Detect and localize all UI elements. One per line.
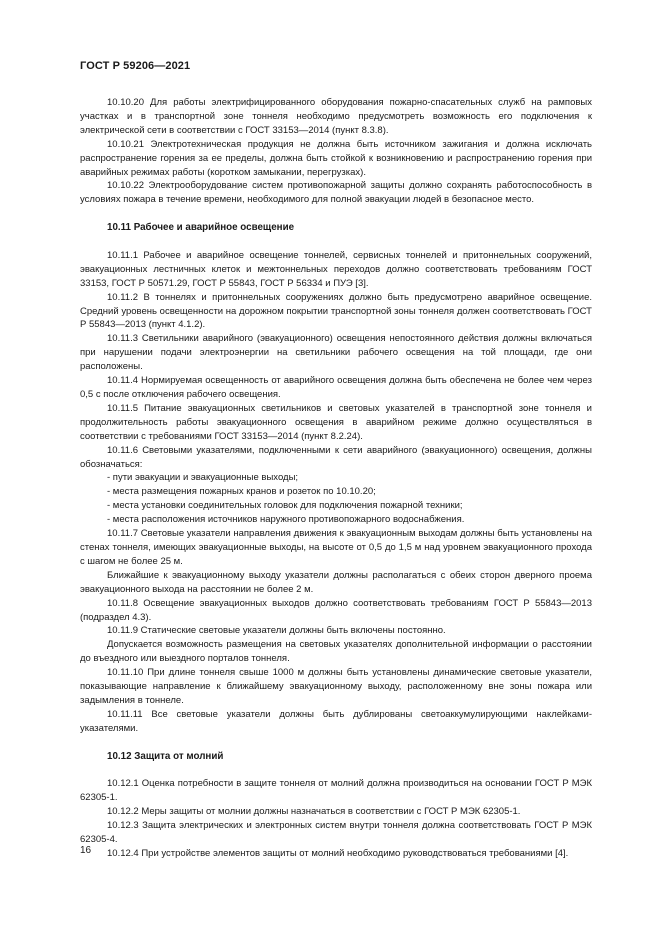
section-heading-10-12: 10.12 Защита от молний (107, 750, 224, 762)
paragraph-10-11-7: 10.11.7 Световые указатели направления движения к эвакуационным выходам должны быть установлены на стенах тоннеля, имеющих эвакуационные выходы, на высоте от 0,5 до 1,5 м над уровнем эвакуационного прохода с шагом не более 25 м. (80, 528, 592, 567)
paragraph-10-11-6: 10.11.6 Световыми указателями, подключенными к сети аварийного (эвакуационного) освещения, должны обозначаться: (80, 444, 592, 470)
document-header: ГОСТ Р 59206—2021 (80, 60, 191, 72)
paragraph-10-11-8: 10.11.8 Освещение эвакуационных выходов должно соответствовать требованиям ГОСТ Р 55843—2013 (подраздел 4.3). (80, 597, 592, 623)
paragraph-10-10-20: 10.10.20 Для работы электрифицированного оборудования пожарно-спасательных служб на рамповых участках и в транспортной зоне тоннеля необходимо предусмотреть возможность его подключения к электрической сети в соответствии с ГОСТ 33153—2014 (пункт 8.3.8). (80, 97, 592, 136)
paragraph-10-12-3: 10.12.3 Защита электрических и электронных систем внутри тоннеля должна соответствовать ГОСТ Р МЭК 62305-4. (80, 820, 592, 845)
paragraph-10-12-1: 10.12.1 Оценка потребности в защите тоннеля от молний должна производиться на основании ГОСТ Р МЭК 62305-1. (80, 778, 592, 804)
paragraph-10-10-22: 10.10.22 Электрооборудование систем противопожарной защиты должно сохранять работоспособность в условиях пожара в течение времени, необходимого для полной эвакуации людей в безопасное место. (80, 180, 592, 206)
paragraph-nearest-exit-signs: Ближайшие к эвакуационному выходу указатели должны располагаться с обеих сторон дверного проема эвакуационного выхода на расстоянии не более 2 м. (80, 569, 592, 595)
paragraph-10-11-4: 10.11.4 Нормируемая освещенность от аварийного освещения должна быть обеспечена не более чем через 0,5 с после отключения рабочего освещения. (80, 375, 592, 400)
paragraph-10-11-11: 10.11.11 Все световые указатели должны быть дублированы светоаккумулирующими наклейками-указателями. (80, 708, 592, 734)
paragraph-10-11-3: 10.11.3 Светильники аварийного (эвакуационного) освещения непостоянного действия должны включаться при нарушении подачи электроэнергии на светильники рабочего освещения на той площади, где они расположены. (80, 333, 592, 373)
list-item-evacuation-routes: - пути эвакуации и эвакуационные выходы; (107, 472, 299, 484)
paragraph-10-11-10: 10.11.10 При длине тоннеля свыше 1000 м должны быть установлены динамические световые указатели, показывающие направление к ближайшему эвакуационному выходу, расположенному вне зоны пожара или задымления в тоннеле. (80, 667, 592, 706)
paragraph-10-12-2: 10.12.2 Меры защиты от молнии должны назначаться в соответствии с ГОСТ Р МЭК 62305-1. (107, 806, 521, 818)
list-item-connection-heads: - места установки соединительных головок для подключения пожарной техники; (107, 500, 463, 512)
section-heading-10-11: 10.11 Рабочее и аварийное освещение (107, 222, 295, 234)
list-item-fire-hydrants: - места размещения пожарных кранов и розеток по 10.10.20; (107, 486, 376, 498)
paragraph-10-10-21: 10.10.21 Электротехническая продукция не должна быть источником зажигания и должна исключать распространение горения за ее пределы, должна быть стойкой к возникновению и распространению горения при аварийных режимах работы (коротком замыкании, перегрузках). (80, 138, 592, 178)
paragraph-10-11-5: 10.11.5 Питание эвакуационных светильников и световых указателей в транспортной зоне тоннеля и продолжительность работы эвакуационного освещения в аварийном режиме должно осуществляться в соответствии с требованиями ГОСТ 33153—2014 (пункт 8.2.24). (80, 402, 592, 442)
page-number: 16 (80, 845, 92, 856)
paragraph-10-11-1: 10.11.1 Рабочее и аварийное освещение тоннелей, сервисных тоннелей и притоннельных сооружений, эвакуационных лестничных клеток и межтоннельных переходов должно соответствовать требованиям ГОСТ 33153, ГОСТ Р 50571.29, ГОСТ Р 55843, ГОСТ Р 56334 и ПУЭ [3]. (80, 249, 592, 289)
paragraph-10-11-2: 10.11.2 В тоннелях и притоннельных сооружениях должно быть предусмотрено аварийное освещение. Средний уровень освещенности на дорожном покрытии транспортной зоны тоннеля должен соответствовать ГОСТ Р 55843—2013 (пункт 4.1.2). (80, 291, 592, 331)
paragraph-10-11-9: 10.11.9 Статические световые указатели должны быть включены постоянно. (107, 625, 446, 637)
list-item-water-supply: - места расположения источников наружного противопожарного водоснабжения. (107, 514, 465, 526)
page-body (80, 96, 592, 861)
paragraph-additional-info: Допускается возможность размещения на световых указателях дополнительной информации о расстоянии до въездного или выездного порталов тоннеля. (80, 639, 592, 665)
paragraph-10-12-4: 10.12.4 При устройстве элементов защиты от молний необходимо руководствоваться требованиями [4]. (107, 847, 569, 859)
